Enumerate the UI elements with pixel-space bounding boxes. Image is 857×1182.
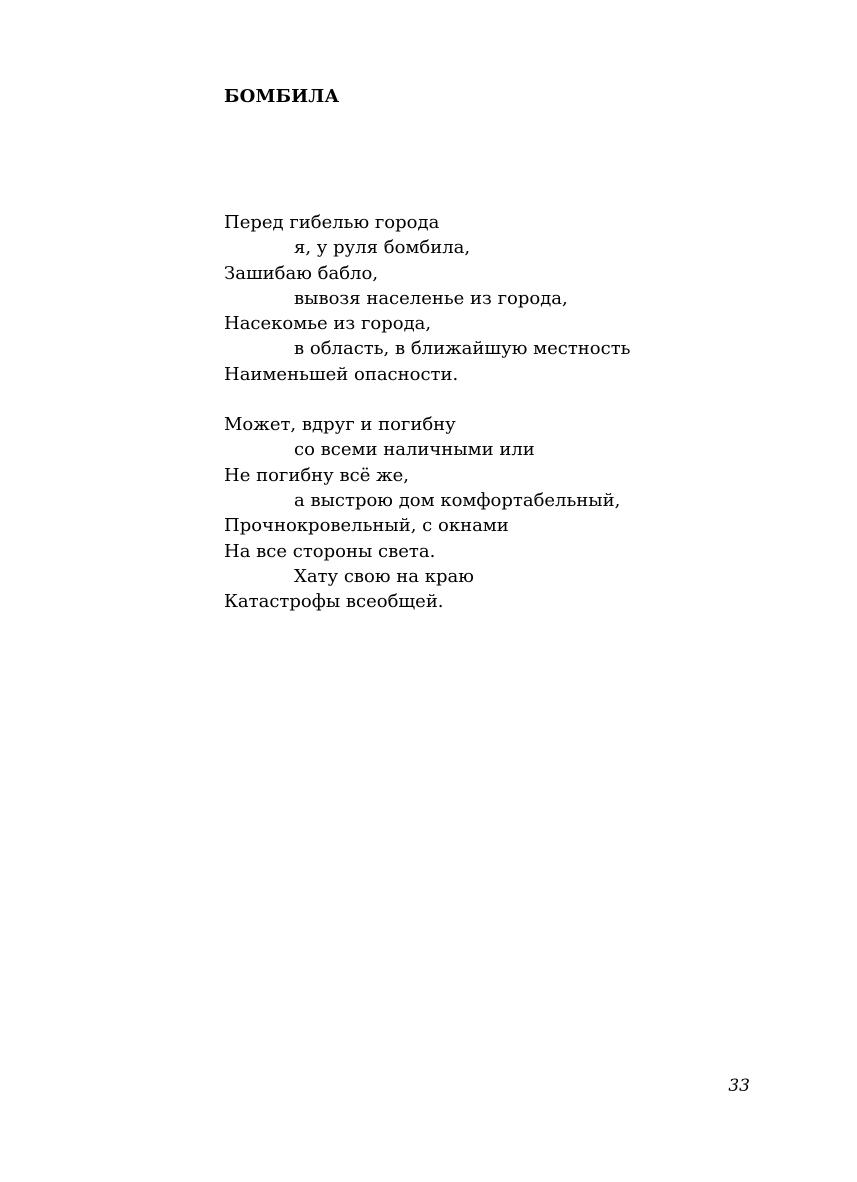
poem-line: я, у руля бомбила, <box>294 237 471 259</box>
poem-line: вывозя населенье из города, <box>294 287 568 309</box>
poem-line: Не погибну всё же, <box>224 464 410 486</box>
stanza-1 <box>224 210 784 387</box>
poem-line: Насекомье из города, <box>224 313 432 335</box>
poem-line: Перед гибелью города <box>224 212 440 233</box>
poem-line: На все стороны света. <box>224 540 436 562</box>
poem-line: Прочнокровельный, с окнами <box>224 515 509 537</box>
poem-line: Катастрофы всеобщей. <box>224 591 444 613</box>
poem-line: Зашибаю бабло, <box>224 262 379 284</box>
page-number: 33 <box>728 1076 750 1096</box>
poem-line: в область, в ближайшую местность <box>294 338 631 360</box>
poem-body <box>224 210 784 614</box>
poem-line: со всеми наличными или <box>294 439 535 461</box>
poem-title: БОМБИЛА <box>224 86 340 107</box>
poem-line: а выстрою дом комфортабельный, <box>294 489 621 511</box>
poem-line: Наименьшей опасности. <box>224 363 459 385</box>
poem-line: Хату свою на краю <box>294 565 474 587</box>
stanza-2 <box>224 412 784 614</box>
poem-line: Может, вдруг и погибну <box>224 414 456 436</box>
